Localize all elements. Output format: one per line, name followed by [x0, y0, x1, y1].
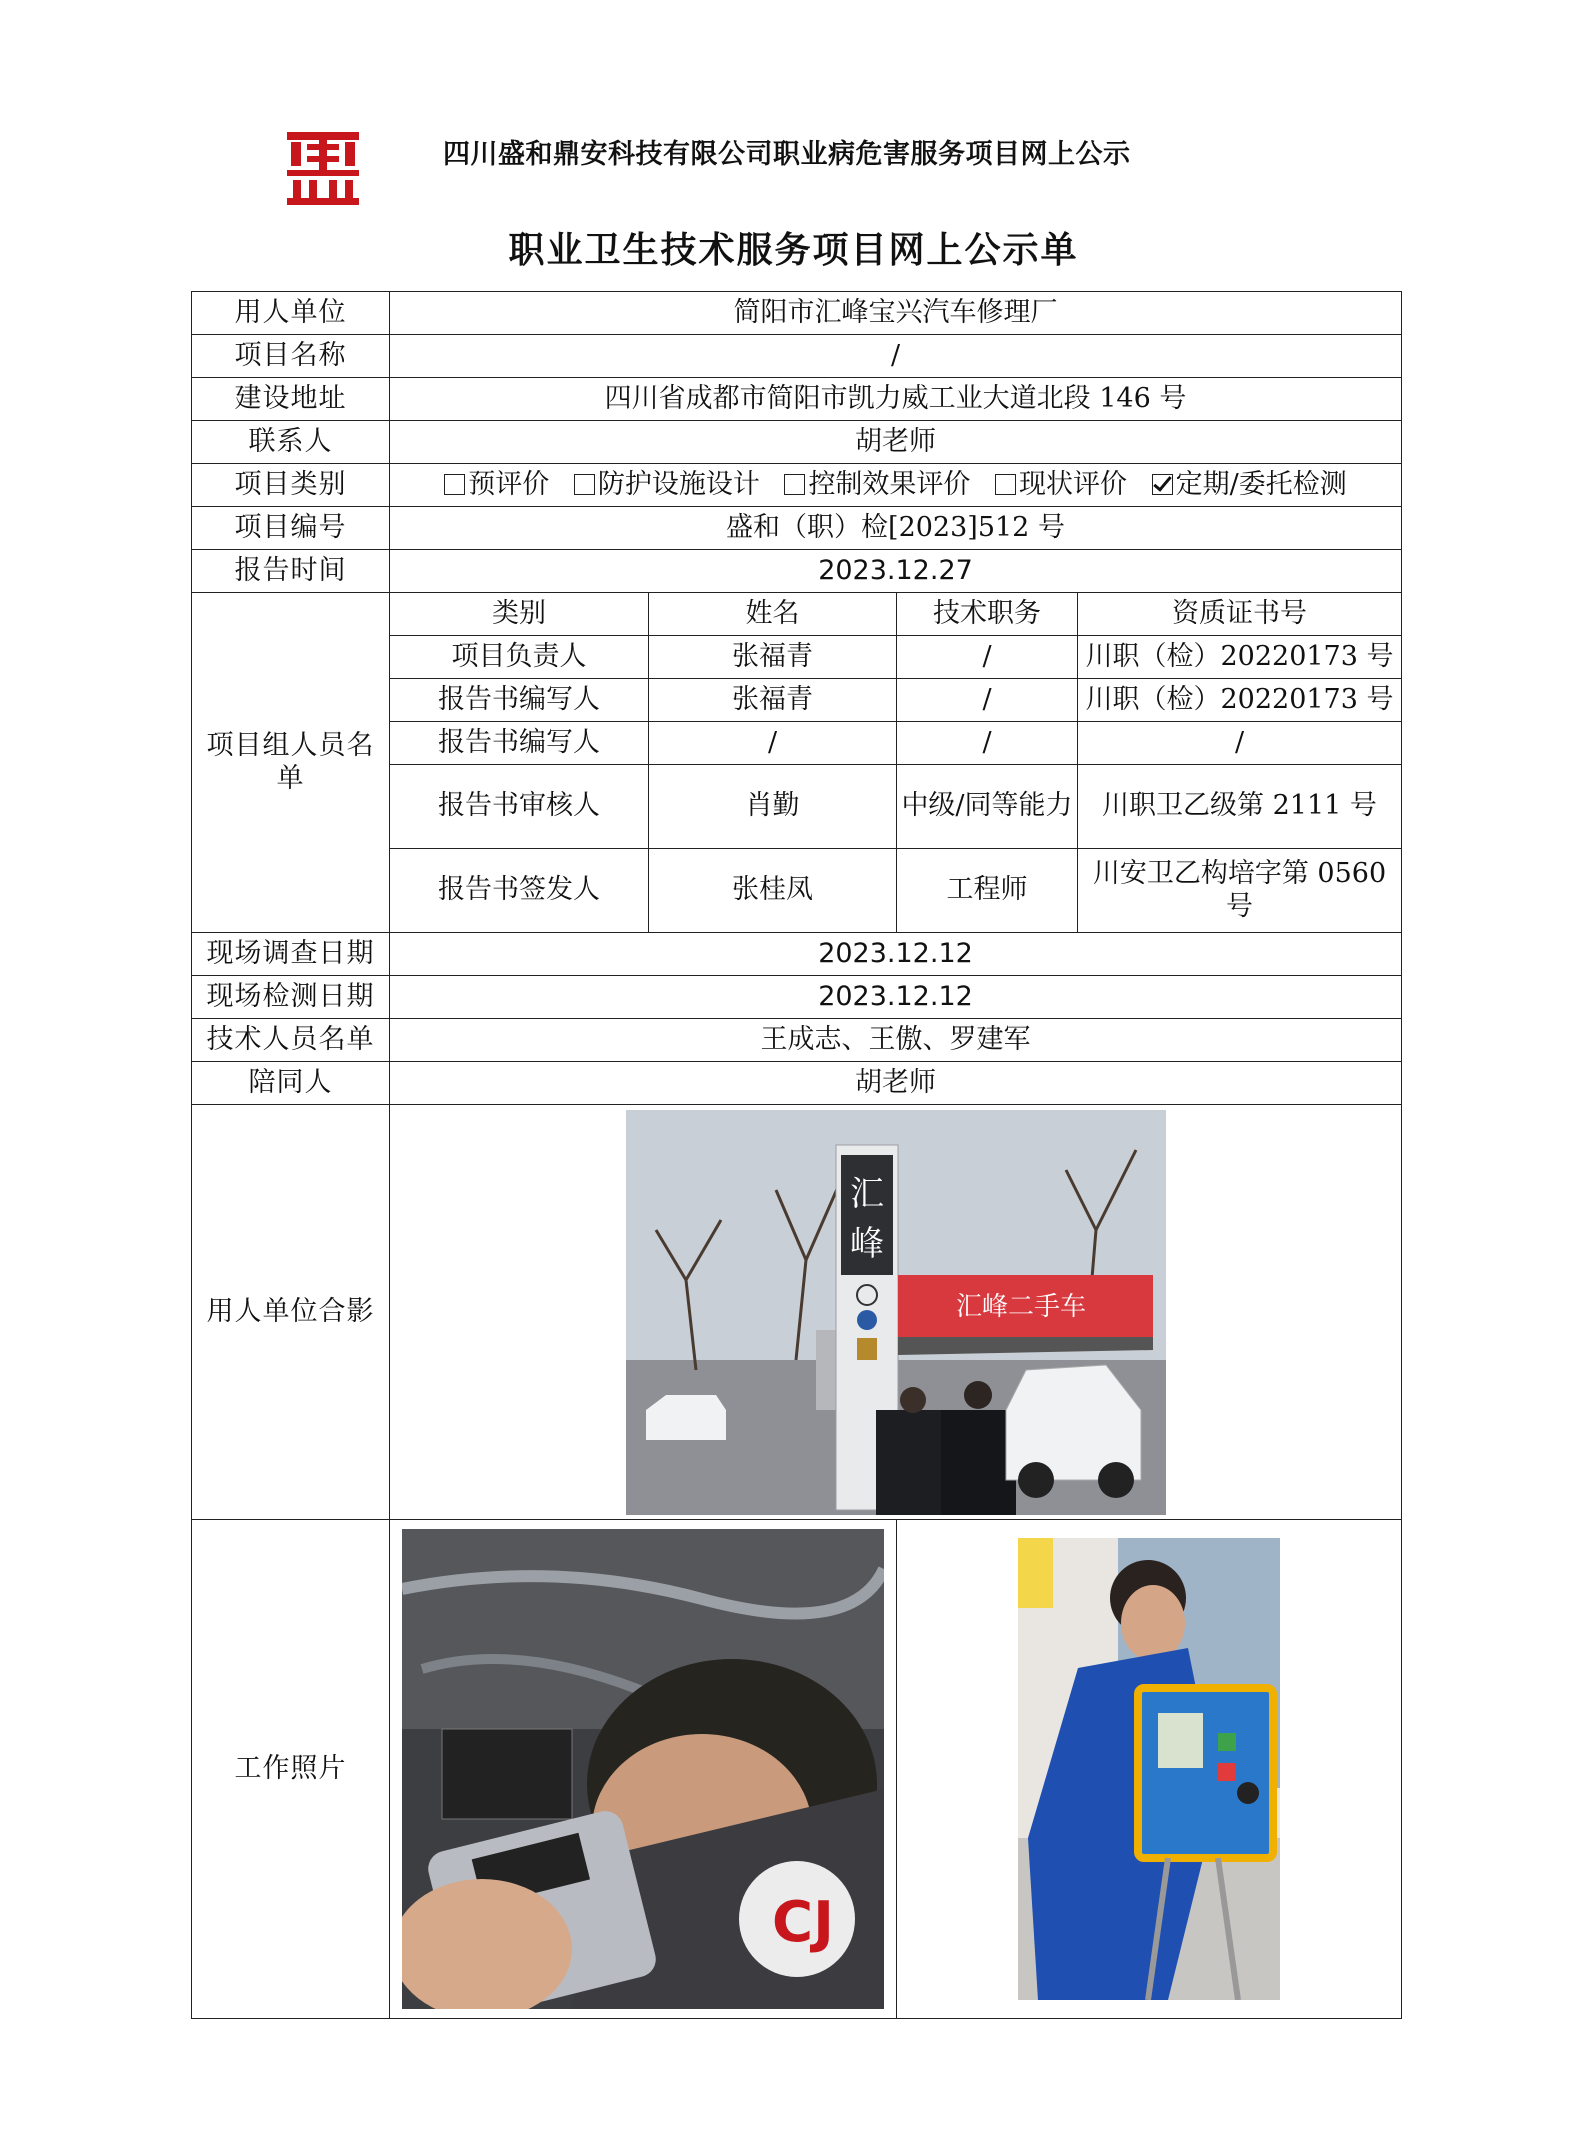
member-name: 肖勤 — [649, 765, 897, 849]
member-name: / — [649, 722, 897, 765]
work-photo-2 — [1018, 1538, 1280, 2000]
employer-label: 用人单位 — [192, 292, 390, 335]
row-project-name — [192, 335, 1402, 378]
report-time-label: 报告时间 — [192, 550, 390, 593]
project-name-label: 项目名称 — [192, 335, 390, 378]
member-title: / — [897, 636, 1078, 679]
escort-value: 胡老师 — [390, 1062, 1402, 1105]
row-address — [192, 378, 1402, 421]
group-photo-cell — [390, 1105, 1402, 1520]
team-header-name: 姓名 — [649, 593, 897, 636]
work-photo-cell-2 — [897, 1520, 1402, 2019]
member-cert: / — [1078, 722, 1402, 765]
team-header-title: 技术职务 — [897, 593, 1078, 636]
member-role: 报告书审核人 — [390, 765, 649, 849]
row-report-time — [192, 550, 1402, 593]
row-test-date — [192, 976, 1402, 1019]
member-cert: 川职卫乙级第 2111 号 — [1078, 765, 1402, 849]
technicians-value: 王成志、王傲、罗建军 — [390, 1019, 1402, 1062]
group-photo-image — [626, 1110, 1166, 1515]
project-number-label: 项目编号 — [192, 507, 390, 550]
company-notice: 四川盛和鼎安科技有限公司职业病危害服务项目网上公示 — [443, 139, 1131, 170]
row-project-type — [192, 464, 1402, 507]
row-escort — [192, 1062, 1402, 1105]
team-header-cert: 资质证书号 — [1078, 593, 1402, 636]
svg-text:峰: 峰 — [849, 1223, 884, 1264]
company-logo — [285, 126, 361, 206]
checkbox-checked-icon[interactable] — [1152, 474, 1173, 495]
checkbox-icon[interactable] — [574, 474, 595, 495]
test-date-label: 现场检测日期 — [192, 976, 390, 1019]
svg-text:CJ: CJ — [772, 1890, 834, 1955]
survey-date-label: 现场调查日期 — [192, 933, 390, 976]
option-status-evaluation[interactable]: 现状评价 — [995, 469, 1127, 501]
row-survey-date — [192, 933, 1402, 976]
member-title: 工程师 — [897, 849, 1078, 933]
svg-text:汇峰二手车: 汇峰二手车 — [955, 1291, 1086, 1322]
row-group-photo — [192, 1105, 1402, 1520]
row-technicians — [192, 1019, 1402, 1062]
row-work-photos — [192, 1520, 1402, 2019]
test-date-value: 2023.12.12 — [390, 976, 1402, 1019]
svg-text:汇: 汇 — [849, 1173, 884, 1214]
contact-value: 胡老师 — [390, 421, 1402, 464]
option-periodic-testing[interactable]: 定期/委托检测 — [1152, 469, 1347, 501]
member-cert: 川安卫乙构培字第 0560 号 — [1078, 849, 1402, 933]
row-employer — [192, 292, 1402, 335]
member-title: / — [897, 679, 1078, 722]
option-protection-design[interactable]: 防护设施设计 — [574, 469, 760, 501]
address-value: 四川省成都市简阳市凯力威工业大道北段 146 号 — [390, 378, 1402, 421]
publicity-form — [191, 291, 1402, 2019]
member-title: 中级/同等能力 — [897, 765, 1078, 849]
team-header-row — [192, 593, 1402, 636]
member-name: 张福青 — [649, 679, 897, 722]
member-title: / — [897, 722, 1078, 765]
survey-date-value: 2023.12.12 — [390, 933, 1402, 976]
page-title: 职业卫生技术服务项目网上公示单 — [508, 229, 1079, 271]
member-name: 张福青 — [649, 636, 897, 679]
report-time-value: 2023.12.27 — [390, 550, 1402, 593]
option-control-effect[interactable]: 控制效果评价 — [784, 469, 970, 501]
member-role: 报告书签发人 — [390, 849, 649, 933]
member-cert: 川职（检）20220173 号 — [1078, 679, 1402, 722]
member-name: 张桂凤 — [649, 849, 897, 933]
checkbox-icon[interactable] — [444, 474, 465, 495]
row-contact — [192, 421, 1402, 464]
technicians-label: 技术人员名单 — [192, 1019, 390, 1062]
work-photo-cell-1 — [390, 1520, 897, 2019]
project-number-value: 盛和（职）检[2023]512 号 — [390, 507, 1402, 550]
work-photo-2-image — [1018, 1538, 1280, 2000]
group-photo-label: 用人单位合影 — [192, 1105, 390, 1520]
row-project-number — [192, 507, 1402, 550]
option-pre-evaluation[interactable]: 预评价 — [444, 469, 549, 501]
checkbox-icon[interactable] — [995, 474, 1016, 495]
work-photos-label: 工作照片 — [192, 1520, 390, 2019]
project-type-options — [390, 464, 1402, 507]
member-role: 报告书编写人 — [390, 679, 649, 722]
contact-label: 联系人 — [192, 421, 390, 464]
work-photo-1-image — [402, 1529, 884, 2009]
checkbox-icon[interactable] — [784, 474, 805, 495]
member-role: 项目负责人 — [390, 636, 649, 679]
employer-value: 简阳市汇峰宝兴汽车修理厂 — [390, 292, 1402, 335]
project-name-value: / — [390, 335, 1402, 378]
team-header-role: 类别 — [390, 593, 649, 636]
address-label: 建设地址 — [192, 378, 390, 421]
document-header — [285, 126, 1385, 222]
member-cert: 川职（检）20220173 号 — [1078, 636, 1402, 679]
group-photo — [626, 1110, 1166, 1515]
member-role: 报告书编写人 — [390, 722, 649, 765]
project-type-label: 项目类别 — [192, 464, 390, 507]
team-label: 项目组人员名单 — [192, 593, 390, 933]
work-photo-1 — [402, 1529, 884, 2009]
escort-label: 陪同人 — [192, 1062, 390, 1105]
